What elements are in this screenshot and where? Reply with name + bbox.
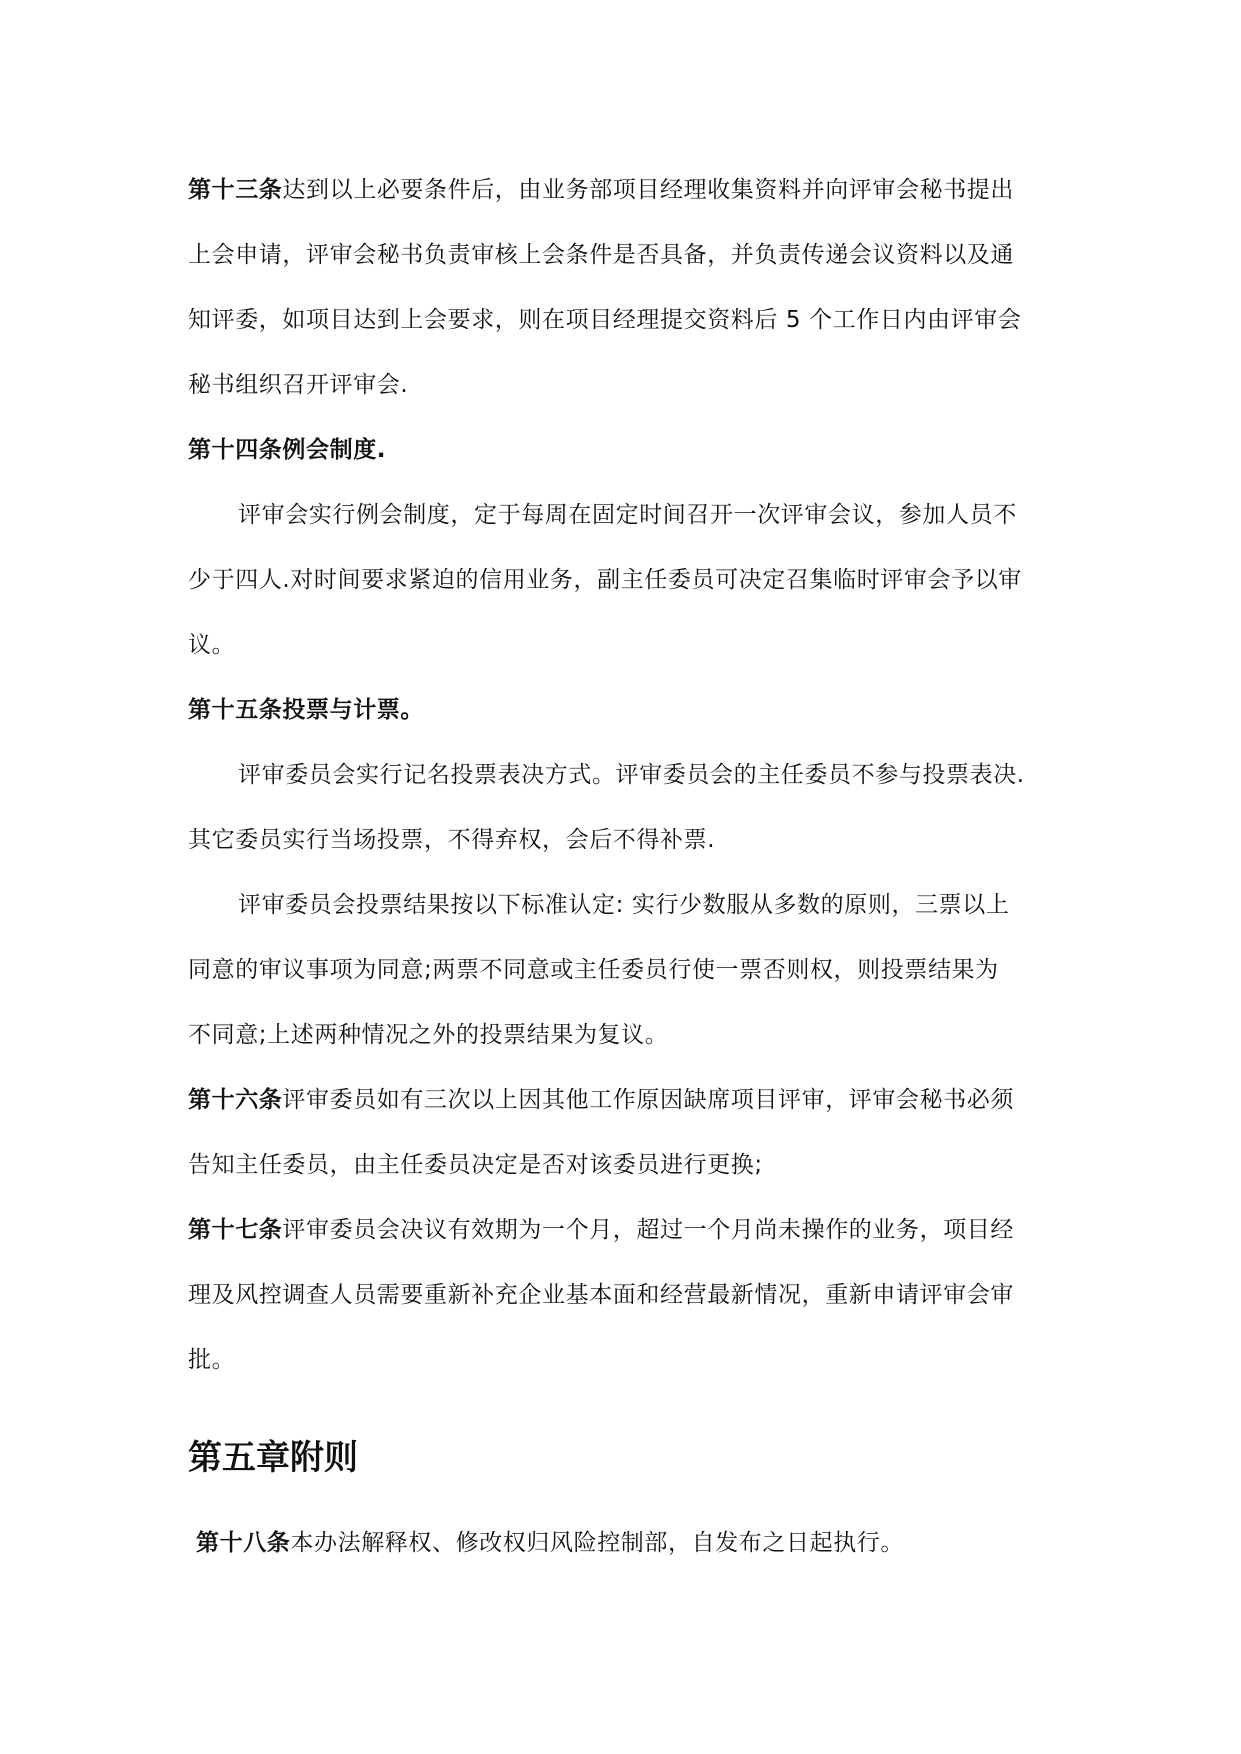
- article-17-line-2: 理及风控调查人员需要重新补充企业基本面和经营最新情况，重新申请评审会审: [188, 1282, 1014, 1308]
- article-15-para-1-line-1: 评审委员会实行记名投票表决方式。评审委员会的主任委员不参与投票表决.: [238, 762, 1025, 788]
- article-14-line-3: 议。: [188, 632, 236, 658]
- article-14-title: 第十四条例会制度.: [188, 437, 387, 463]
- article-14-line-2: 少于四人.对时间要求紧迫的信用业务，副主任委员可决定召集临时评审会予以审: [188, 567, 1022, 593]
- document-page: [188, 158, 1068, 1576]
- article-15-para-2-line-3: 不同意;上述两种情况之外的投票结果为复议。: [188, 1022, 669, 1048]
- article-15-para-1-line-2: 其它委员实行当场投票，不得弃权，会后不得补票.: [188, 827, 716, 853]
- article-15-title: 第十五条投票与计票。: [188, 697, 424, 723]
- article-18-label: 第十八条: [196, 1530, 291, 1556]
- article-16-line-2: 告知主任委员，由主任委员决定是否对该委员进行更换;: [188, 1152, 763, 1178]
- article-13-line-1: 第十三条达到以上必要条件后，由业务部项目经理收集资料并向评审会秘书提出: [188, 177, 1015, 203]
- article-14-line-1: 评审会实行例会制度，定于每周在固定时间召开一次评审会议，参加人员不: [238, 502, 1017, 528]
- article-15-para-2-line-2: 同意的审议事项为同意;两票不同意或主任委员行使一票否则权，则投票结果为: [188, 957, 999, 983]
- article-16-line-1: 第十六条评审委员如有三次以上因其他工作原因缺席项目评审，评审会秘书必须: [188, 1087, 1015, 1113]
- article-17-line-3: 批。: [188, 1347, 236, 1373]
- article-17-label: 第十七条: [188, 1217, 283, 1243]
- article-13-line-2: 上会申请，评审会秘书负责审核上会条件是否具备，并负责传递会议资料以及通: [188, 242, 1014, 268]
- article-17-line-1: 第十七条评审委员会决议有效期为一个月，超过一个月尚未操作的业务，项目经: [188, 1217, 1015, 1243]
- article-13-line-3: 知评委，如项目达到上会要求，则在项目经理提交资料后 5 个工作日内由评审会: [188, 307, 1022, 333]
- article-13-label: 第十三条: [188, 177, 283, 203]
- article-18-line-1: 第十八条本办法解释权、修改权归风险控制部，自发布之日起执行。: [196, 1530, 905, 1556]
- article-16-label: 第十六条: [188, 1087, 283, 1113]
- article-13-line-4: 秘书组织召开评审会.: [188, 372, 409, 398]
- article-15-para-2-line-1: 评审委员会投票结果按以下标准认定: 实行少数服从多数的原则，三票以上: [238, 892, 1010, 918]
- chapter-5-heading: 第五章附则: [188, 1438, 358, 1478]
